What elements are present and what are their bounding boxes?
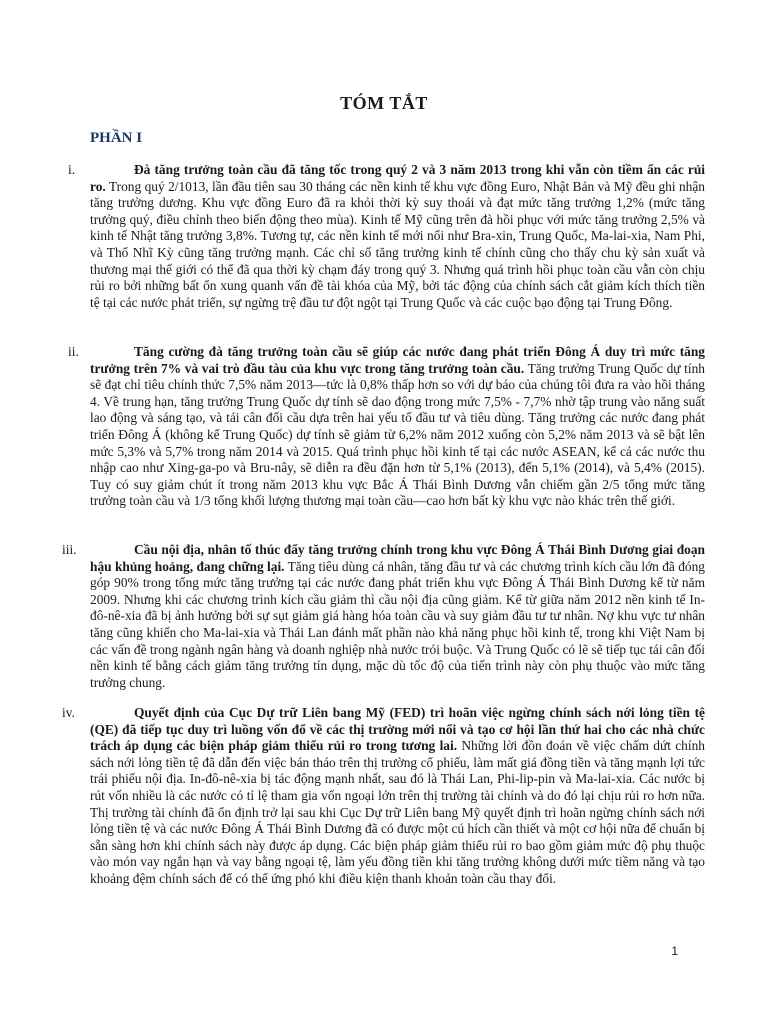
item-numeral: i.	[68, 162, 76, 177]
item-body: Những lời đồn đoán về việc chấm dứt chính sách nới lỏng tiền tệ đã dẫn đến việc bán tháo trên thị trường cổ phiếu, làm mất giá đồng tiền và tăng mạnh lợi tức trái phiếu nội địa. In-đô-nê-xia bị tác động mạnh nhất, sau đó là Thái Lan, Phi-lip-pin và Ma-lai-xia. Các nước bị rút vốn nhiều là các nước có tỉ lệ tham gia vốn ngoại lớn trên thị trường tài chính và do đó lại chịu rủi ro hơn nữa. Thị trường tài chính đã ổn định trở lại sau khi Cục Dự trữ Liên bang Mỹ quyết định trì hoãn ngừng chính sách nới lỏng tiền tệ và các nước Đông Á Thái Bình Dương đã có được một cú hích cần thiết và một cơ hội nữa để chuẩn bị sẵn sàng hơn khi chính sách này được áp dụng. Các biện pháp giảm thiểu rủi ro bao gồm giảm mức độ phụ thuộc vào món vay ngắn hạn và vay bằng ngoại tệ, làm yếu đồng tiền khi tăng trưởng không dưới mức tiềm năng và tạo khoảng đệm chính sách để có thể ứng phó khi điều kiện thanh khoản toàn cầu thay đổi.	[90, 738, 705, 886]
item-body: Tăng tiêu dùng cá nhân, tăng đầu tư và các chương trình kích cầu lớn đã đóng góp 90% trong tổng mức tăng trưởng tại các nước đang phát triển khu vực Đông Á Thái Bình Dương kể từ năm 2009. Nhưng khi các chương trình kích cầu giảm thì cầu nội địa cũng giảm. Kể từ giữa năm 2012 nền kinh tế In-đô-nê-xia đã bị ảnh hưởng bởi sự sụt giảm giá hàng hóa toàn cầu và suy giảm đầu tư tư nhân. Nợ khu vực tư nhân tăng cũng khiến cho Ma-lai-xia và Thái Lan đánh mất phần nào khả năng phục hồi kinh tế, trong khi Việt Nam bị các vấn đề trong ngành ngân hàng và doanh nghiệp nhà nước trói buộc. Và Trung Quốc có lẽ sẽ tiếp tục tái cân đối nền kinh tế bằng cách giảm tăng trưởng tín dụng, mặc dù tốc độ của tiến trình này còn phụ thuộc vào mức tăng trưởng chung.	[90, 558, 705, 690]
item-lead-bold: Đà tăng trưởng toàn cầu đã tăng tốc trong quý 2 và 3 năm 2013 trong khi vẫn còn tiềm ẩn các rủi ro.	[90, 162, 705, 194]
item-body: Trong quý 2/1013, lần đầu tiên sau 30 tháng các nền kinh tế khu vực đồng Euro, Nhật Bản và Mỹ đều ghi nhận tăng trưởng dương. Khu vực đồng Euro đã ra khỏi thời kỳ suy thoái và đạt mức tăng trưởng 1,2% (mức tăng trưởng quý, điều chỉnh theo biến động theo mùa). Kinh tế Mỹ cũng trên đà hồi phục với mức tăng trưởng 2,5% và kinh tế Nhật tăng trưởng 3,8%. Tương tự, các nền kinh tế mới nổi như Bra-xin, Trung Quốc, Ma-lai-xia, Nam Phi, và Thổ Nhĩ Kỳ cũng tăng trưởng mạnh. Các chỉ số tăng trưởng kinh tế chính cũng cho thấy chu kỳ sản xuất và thương mại thế giới có thể đã qua thời kỳ chạm đáy trong quý 3. Nhưng quá trình hồi phục toàn cầu vẫn còn chịu rủi ro bởi những bất ổn xung quanh vấn đề tài khóa của Mỹ, bởi tác động của chính sách cắt giảm kích thích tiền tệ tại các nước phát triển, sự ngừng trệ đầu tư đột ngột tại Trung Quốc và các cuộc bạo động tại Trung Đông.	[90, 178, 705, 310]
page-title: TÓM TẮT	[340, 93, 428, 113]
item-body: Tăng trưởng Trung Quốc dự tính sẽ đạt chỉ tiêu chính thức 7,5% năm 2013—tức là 0,8% thấp hơn so với dự báo của chúng tôi đưa ra vào hồi tháng 4. Về trung hạn, tăng trưởng Trung Quốc dự tính sẽ dao động trong mức 7,5% - 7,7% nhờ tập trung vào năng suất lao động và sáng tạo, và tái cân đối cầu dựa trên hai yếu tố đầu tư và tiêu dùng. Tăng trưởng các nước đang phát triển Đông Á (không kể Trung Quốc) dự tính sẽ giảm từ 6,2% năm 2012 xuống còn 5,2% năm 2013 và sẽ bật lên mức 5,3% và 5,7% trong năm 2014 và 2015. Quá trình phục hồi kinh tế tại các nước ASEAN, kể cả các nước thu nhập cao như Xing-ga-po và Bru-nây, sẽ diễn ra đều đặn hơn từ 5,1% (2013), đến 5,1% (2014), và 5,4% (2015). Tuy có suy giảm chút ít trong năm 2013 khu vực Bắc Á Thái Bình Dương vẫn chiếm gần 2/5 tổng mức tăng trưởng toàn cầu và 1/3 tổng khối lượng thương mại toàn cầu—cao hơn bất kỳ khu vực nào khác trên thế giới.	[90, 360, 705, 509]
page-number: 1	[671, 944, 678, 958]
summary-item-2	[68, 344, 705, 510]
item-lead-bold: Tăng cường đà tăng trưởng toàn cầu sẽ giúp các nước đang phát triển Đông Á duy trì mức tăng trưởng trên 7% và vai trò đầu tàu của khu vực trong tăng trưởng toàn cầu.	[90, 344, 705, 376]
item-numeral: iv.	[62, 705, 75, 720]
item-lead-bold: Cầu nội địa, nhân tố thúc đẩy tăng trưởng chính trong khu vực Đông Á Thái Bình Dương giai đoạn hậu khủng hoảng, đang chững lại.	[90, 542, 705, 574]
summary-item-3	[62, 542, 705, 691]
summary-item-1	[68, 162, 705, 311]
item-lead-bold: Quyết định của Cục Dự trữ Liên bang Mỹ (FED) trì hoãn việc ngừng chính sách nới lỏng tiền tệ (QE) đã tiếp tục duy trì luồng vốn đổ về các thị trường mới nổi và tạo cơ hội lần thứ hai cho các nhà chức trách áp dụng các biện pháp giảm thiểu rủi ro trong tương lai.	[90, 705, 705, 754]
item-numeral: ii.	[68, 344, 79, 359]
part-heading: PHẦN I	[90, 130, 143, 146]
item-numeral: iii.	[62, 542, 77, 557]
summary-item-4	[62, 705, 705, 888]
